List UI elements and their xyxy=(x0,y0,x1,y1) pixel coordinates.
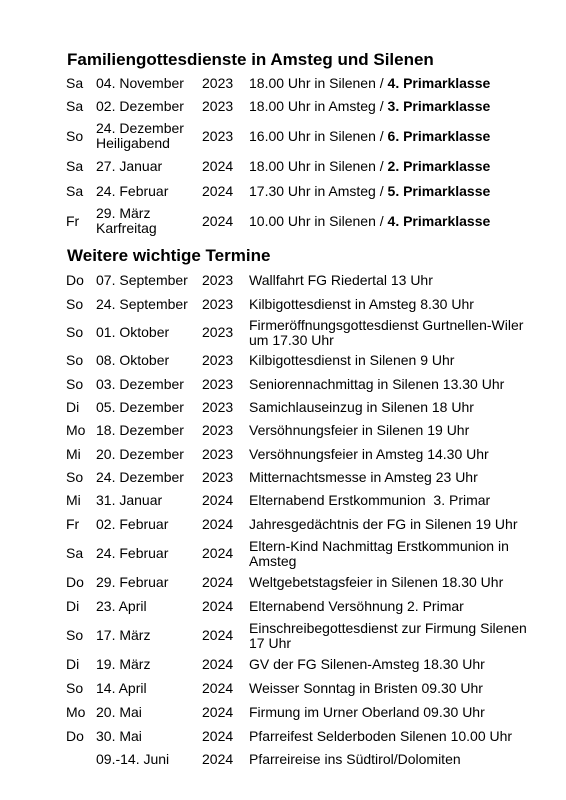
row-date: 02. Februar xyxy=(96,515,169,532)
row-weekday: Di xyxy=(66,399,80,415)
row-date: 05. Dezember xyxy=(96,399,184,415)
table-row xyxy=(66,396,536,419)
row-event xyxy=(249,700,539,724)
row-date: 20. Mai xyxy=(96,703,142,720)
row-date: 24. Dezember xyxy=(96,469,184,485)
row-event xyxy=(249,179,539,203)
row-event-text: Jahresgedächtnis der FG in Silenen 19 Uhr xyxy=(249,515,518,532)
table-row xyxy=(66,292,536,316)
row-weekday: So xyxy=(66,295,84,312)
table-row xyxy=(66,419,536,442)
row-date: 08. Oktober xyxy=(96,352,170,368)
row-year: 2024 xyxy=(202,515,234,532)
row-event-text: Pfarreifest Selderboden Silenen 10.00 Uhr xyxy=(249,727,513,744)
table-row xyxy=(66,118,536,154)
row-date: 23. April xyxy=(96,597,147,614)
row-year: 2024 xyxy=(202,627,234,643)
row-event-text: Wallfahrt FG Riedertal 13 Uhr xyxy=(249,272,433,288)
row-year: 2024 xyxy=(202,182,234,199)
table-row xyxy=(66,489,536,512)
table-row xyxy=(66,179,536,203)
row-date: 04. November xyxy=(96,75,184,91)
row-event xyxy=(249,118,539,154)
row-weekday: Sa xyxy=(66,545,84,561)
row-event-text: Pfarreireise ins Südtirol/Dolomiten xyxy=(249,751,461,767)
row-weekday: So xyxy=(66,127,84,144)
table-row xyxy=(66,724,536,748)
row-event-text: Kilbigottesdienst in Silenen 9 Uhr xyxy=(249,352,455,368)
table-row xyxy=(66,748,536,771)
row-event xyxy=(249,349,539,372)
row-date: 31. Januar xyxy=(96,492,163,508)
row-event xyxy=(249,419,539,442)
table-row xyxy=(66,653,536,676)
table-row xyxy=(66,466,536,489)
row-event-text: Eltern-Kind Nachmittag Erstkommunion in Amsteg xyxy=(249,537,513,569)
row-event-text: Versöhnungsfeier in Silenen 19 Uhr xyxy=(249,422,470,438)
row-event-text: Kilbigottesdienst in Amsteg 8.30 Uhr xyxy=(249,295,474,312)
row-event-text: 18.00 Uhr in Silenen / xyxy=(249,75,388,91)
row-event xyxy=(249,724,539,748)
row-event-text: 18.00 Uhr in Amsteg / xyxy=(249,98,388,114)
row-weekday: Mi xyxy=(66,492,81,508)
row-year: 2024 xyxy=(202,158,234,174)
weitere-termine-table xyxy=(66,269,536,771)
table-row xyxy=(66,349,536,372)
row-year: 2024 xyxy=(202,597,234,614)
row-event xyxy=(249,372,539,396)
row-event xyxy=(249,292,539,316)
table-row xyxy=(66,372,536,396)
row-event xyxy=(249,442,539,466)
row-date: 19. März xyxy=(96,656,151,672)
row-year: 2024 xyxy=(202,679,234,696)
row-event xyxy=(249,653,539,676)
row-date: 27. Januar xyxy=(96,158,163,174)
row-event-text: Einschreibegottesdienst zur Firmung Silenen 17 Uhr xyxy=(249,619,531,651)
row-date: 24. Dezember Heiligabend xyxy=(96,120,184,151)
row-year: 2023 xyxy=(202,422,234,438)
row-year: 2023 xyxy=(202,295,234,312)
row-weekday: So xyxy=(66,352,84,368)
row-weekday: Di xyxy=(66,656,80,672)
row-date: 18. Dezember xyxy=(96,422,184,438)
row-weekday: Do xyxy=(66,727,84,744)
row-date: 02. Dezember xyxy=(96,98,184,114)
row-event xyxy=(249,571,539,594)
row-date: 01. Oktober xyxy=(96,324,170,340)
row-event-text: 18.00 Uhr in Silenen / xyxy=(249,158,388,174)
table-row xyxy=(66,618,536,653)
row-event xyxy=(249,489,539,512)
row-year: 2023 xyxy=(202,445,234,462)
row-class-label: 4. Primarklasse xyxy=(387,212,491,229)
row-event-text: Firmeröffnungsgottesdienst Gurtnellen-Wiler um 17.30 Uhr xyxy=(249,316,528,348)
row-event xyxy=(249,316,539,349)
table-row xyxy=(66,269,536,292)
row-year: 2023 xyxy=(202,272,234,288)
row-event xyxy=(249,748,539,771)
row-event-text: Samichlauseinzug in Silenen 18 Uhr xyxy=(249,399,474,415)
table-row xyxy=(66,536,536,571)
row-event-text: 17.30 Uhr in Amsteg / xyxy=(249,182,388,199)
row-weekday: Di xyxy=(66,597,80,614)
row-year: 2024 xyxy=(202,574,234,590)
row-year: 2024 xyxy=(202,727,234,744)
table-row xyxy=(66,571,536,594)
row-year: 2023 xyxy=(202,352,234,368)
row-weekday: Sa xyxy=(66,182,84,199)
row-weekday: So xyxy=(66,627,84,643)
table-row xyxy=(66,594,536,618)
row-event-text: Mitternachtsmesse in Amsteg 23 Uhr xyxy=(249,469,478,485)
row-weekday: So xyxy=(66,679,84,696)
familiengottesdienste-table xyxy=(66,72,536,239)
row-date: 29. Februar xyxy=(96,574,169,590)
row-date: 24. Februar xyxy=(96,182,169,199)
row-year: 2023 xyxy=(202,375,234,392)
row-weekday: Sa xyxy=(66,158,84,174)
row-date: 17. März xyxy=(96,627,151,643)
row-event-text: Weisser Sonntag in Bristen 09.30 Uhr xyxy=(249,679,483,696)
row-event xyxy=(249,618,539,653)
row-event xyxy=(249,269,539,292)
table-row xyxy=(66,442,536,466)
row-year: 2024 xyxy=(202,656,234,672)
section-title-familiengottesdienste: Familiengottesdienste in Amsteg und Silenen xyxy=(67,50,434,69)
row-event-text: Firmung im Urner Oberland 09.30 Uhr xyxy=(249,703,485,720)
table-row xyxy=(66,700,536,724)
row-event xyxy=(249,466,539,489)
row-weekday: So xyxy=(66,469,84,485)
row-event-text: 10.00 Uhr in Silenen / xyxy=(249,212,388,229)
row-year: 2023 xyxy=(202,399,234,415)
row-class-label: 5. Primarklasse xyxy=(387,182,491,199)
row-year: 2024 xyxy=(202,212,234,229)
row-year: 2024 xyxy=(202,545,234,561)
row-event-text: Elternabend Erstkommunion 3. Primar xyxy=(249,492,491,508)
row-date: 09.-14. Juni xyxy=(96,751,170,767)
row-date: 24. September xyxy=(96,295,188,312)
row-weekday: Do xyxy=(66,574,84,590)
table-row xyxy=(66,676,536,700)
row-year: 2023 xyxy=(202,127,234,144)
row-date: 20. Dezember xyxy=(96,445,184,462)
row-class-label: 2. Primarklasse xyxy=(387,158,491,174)
row-event xyxy=(249,95,539,118)
row-event-text: 16.00 Uhr in Silenen / xyxy=(249,127,388,144)
row-weekday: Mo xyxy=(66,703,86,720)
table-row xyxy=(66,316,536,349)
row-date: 07. September xyxy=(96,272,188,288)
table-row xyxy=(66,203,536,239)
row-event xyxy=(249,154,539,179)
row-weekday: So xyxy=(66,324,84,340)
row-class-label: 4. Primarklasse xyxy=(387,75,491,91)
row-year: 2023 xyxy=(202,324,234,340)
row-class-label: 3. Primarklasse xyxy=(387,98,491,114)
row-weekday: Fr xyxy=(66,212,80,229)
row-year: 2023 xyxy=(202,469,234,485)
row-year: 2024 xyxy=(202,751,234,767)
table-row xyxy=(66,95,536,118)
row-weekday: Fr xyxy=(66,515,80,532)
row-event-text: Versöhnungsfeier in Amsteg 14.30 Uhr xyxy=(249,445,489,462)
row-event-text: GV der FG Silenen-Amsteg 18.30 Uhr xyxy=(249,656,485,672)
row-year: 2024 xyxy=(202,703,234,720)
row-year: 2024 xyxy=(202,492,234,508)
row-date: 30. Mai xyxy=(96,727,142,744)
row-event-text: Weltgebetstagsfeier in Silenen 18.30 Uhr xyxy=(249,574,504,590)
row-year: 2023 xyxy=(202,75,234,91)
row-weekday: Do xyxy=(66,272,84,288)
row-event xyxy=(249,594,539,618)
row-weekday: So xyxy=(66,375,84,392)
row-year: 2023 xyxy=(202,98,234,114)
row-event xyxy=(249,512,539,536)
section-title-weitere-termine: Weitere wichtige Termine xyxy=(67,246,271,265)
row-date: 03. Dezember xyxy=(96,375,184,392)
row-event xyxy=(249,536,539,571)
row-date: 24. Februar xyxy=(96,545,169,561)
row-weekday: Sa xyxy=(66,98,84,114)
row-weekday: Mo xyxy=(66,422,86,438)
table-row xyxy=(66,512,536,536)
table-row xyxy=(66,72,536,95)
row-date: 14. April xyxy=(96,679,147,696)
row-weekday: Sa xyxy=(66,75,84,91)
row-event-text: Elternabend Versöhnung 2. Primar xyxy=(249,597,464,614)
row-event xyxy=(249,396,539,419)
row-class-label: 6. Primarklasse xyxy=(387,127,491,144)
row-date: 29. März Karfreitag xyxy=(96,205,157,236)
row-event xyxy=(249,72,539,95)
row-weekday: Mi xyxy=(66,445,81,462)
table-row xyxy=(66,154,536,179)
row-event-text: Seniorennachmittag in Silenen 13.30 Uhr xyxy=(249,375,505,392)
row-event xyxy=(249,676,539,700)
row-event xyxy=(249,203,539,239)
